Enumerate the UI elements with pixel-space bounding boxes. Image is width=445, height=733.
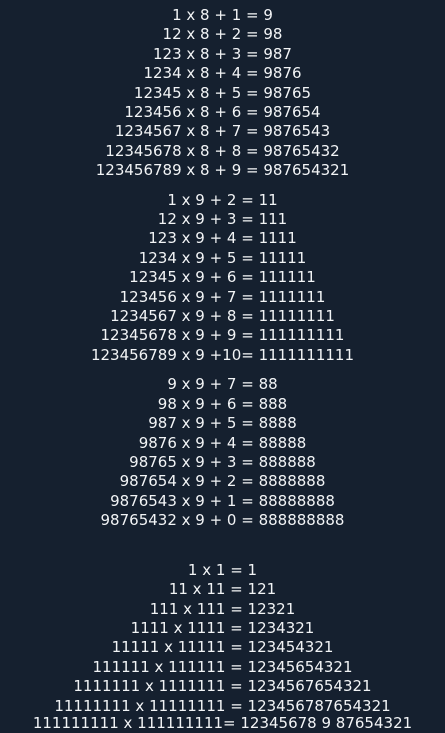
equation-line: 1 x 1 = 1 bbox=[187, 561, 258, 579]
equation-line: 12 x 9 + 3 = 111 bbox=[157, 210, 288, 228]
equation-line: 1234 x 8 + 4 = 9876 bbox=[143, 64, 302, 82]
equation-line: 111 x 111 = 12321 bbox=[149, 600, 296, 618]
equation-line: 11111 x 11111 = 123454321 bbox=[111, 638, 334, 656]
equation-line: 11 x 11 = 121 bbox=[168, 580, 277, 598]
equation-line: 1 x 9 + 2 = 11 bbox=[167, 191, 278, 209]
equation-line: 1111 x 1111 = 1234321 bbox=[130, 619, 315, 637]
equation-line: 123456789 x 8 + 9 = 987654321 bbox=[95, 161, 350, 179]
equation-line: 1111111 x 1111111 = 1234567654321 bbox=[73, 677, 372, 695]
equation-line: 123456 x 9 + 7 = 1111111 bbox=[119, 288, 326, 306]
equation-line: 987654 x 9 + 2 = 8888888 bbox=[119, 472, 326, 490]
equation-line: 123456 x 8 + 6 = 987654 bbox=[124, 103, 321, 121]
equation-line: 98765432 x 9 + 0 = 888888888 bbox=[100, 511, 345, 529]
equation-line: 1234567 x 8 + 7 = 9876543 bbox=[114, 122, 331, 140]
equation-line: 98 x 9 + 6 = 888 bbox=[157, 395, 288, 413]
equation-line: 1234567 x 9 + 8 = 11111111 bbox=[110, 307, 335, 325]
equation-line: 12 x 8 + 2 = 98 bbox=[162, 25, 283, 43]
equation-line: 111111 x 111111 = 12345654321 bbox=[92, 658, 353, 676]
equation-line: 11111111 x 11111111 = 123456787654321 bbox=[54, 697, 391, 715]
equation-line: 9876543 x 9 + 1 = 88888888 bbox=[110, 492, 335, 510]
equation-line: 123456789 x 9 +10= 1111111111 bbox=[90, 346, 355, 364]
equation-line: 1234 x 9 + 5 = 11111 bbox=[138, 249, 307, 267]
equation-line: 12345678 x 8 + 8 = 98765432 bbox=[105, 142, 340, 160]
equation-line: 1 x 8 + 1 = 9 bbox=[172, 6, 273, 24]
equation-line: 987 x 9 + 5 = 8888 bbox=[148, 414, 297, 432]
equation-line: 12345678 x 9 + 9 = 111111111 bbox=[100, 326, 345, 344]
equation-line: 123 x 8 + 3 = 987 bbox=[153, 45, 292, 63]
equation-line: 9 x 9 + 7 = 88 bbox=[167, 375, 278, 393]
equation-line: 9876 x 9 + 4 = 88888 bbox=[138, 434, 307, 452]
equation-line: 111111111 x 111111111= 12345678 9 87654321 bbox=[32, 714, 413, 732]
equation-line: 12345 x 8 + 5 = 98765 bbox=[133, 84, 312, 102]
equation-line: 123 x 9 + 4 = 1111 bbox=[148, 229, 297, 247]
equation-line: 12345 x 9 + 6 = 111111 bbox=[129, 268, 316, 286]
equation-line: 98765 x 9 + 3 = 888888 bbox=[129, 453, 316, 471]
